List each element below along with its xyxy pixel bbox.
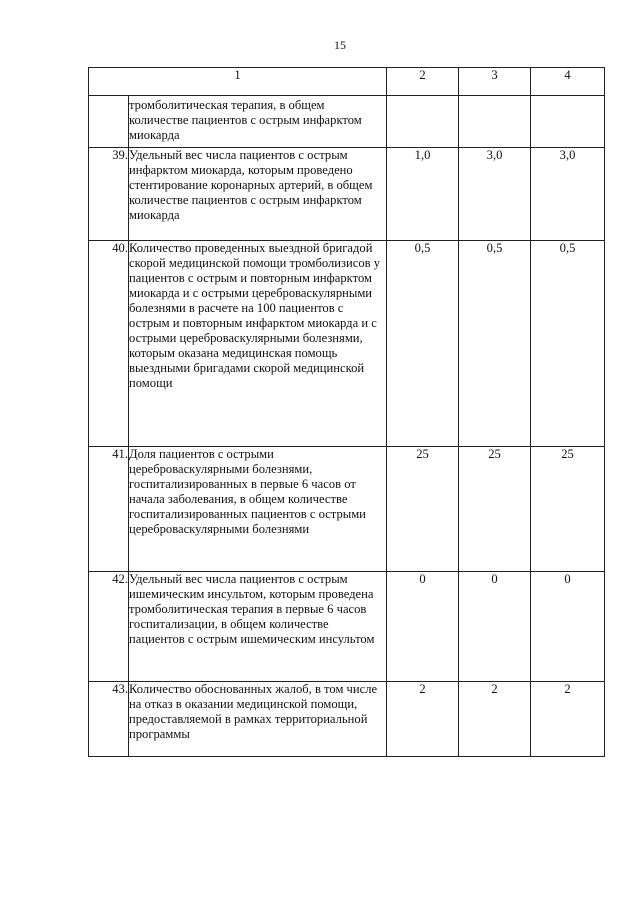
row-number: 42. [89, 572, 129, 682]
value-col-2: 0 [387, 572, 459, 682]
value-col-4: 25 [531, 447, 605, 572]
value-col-3: 0 [459, 572, 531, 682]
column-header-2: 2 [387, 68, 459, 96]
value-col-2 [387, 96, 459, 148]
column-header-1: 1 [89, 68, 387, 96]
indicator-name: Доля пациентов с острыми цереброваскулярными болезнями, госпитализированных в первые 6 часов от начала заболевания, в общем количестве госпитализированных пациентов с острыми цереброваскулярными болезнями [129, 447, 387, 572]
value-col-2: 1,0 [387, 148, 459, 241]
row-number [89, 96, 129, 148]
value-col-3: 2 [459, 682, 531, 757]
value-col-4 [531, 96, 605, 148]
value-col-4: 0 [531, 572, 605, 682]
value-col-2: 2 [387, 682, 459, 757]
value-col-3: 25 [459, 447, 531, 572]
indicator-name: Количество проведенных выездной бригадой скорой медицинской помощи тромболизисов у пациентов с острым и повторным инфарктом миокарда и с острыми цереброваскулярными болезнями в расчете на 100 пациентов с острым и повторным инфарктом миокарда и с острыми цереброваскулярными болезнями, которым оказана медицинская помощь выездными бригадами скорой медицинской помощи [129, 241, 387, 447]
indicator-name: Удельный вес числа пациентов с острым инфарктом миокарда, которым проведено стентирование коронарных артерий, в общем количестве пациентов с острым инфарктом миокарда [129, 148, 387, 241]
value-col-2: 0,5 [387, 241, 459, 447]
indicator-name: Удельный вес числа пациентов с острым ишемическим инсультом, которым проведена тромболитическая терапия в первые 6 часов госпитализации, в общем количестве пациентов с острым ишемическим инсультом [129, 572, 387, 682]
column-header-4: 4 [531, 68, 605, 96]
value-col-3: 3,0 [459, 148, 531, 241]
row-number: 43. [89, 682, 129, 757]
table-header-row [89, 68, 605, 96]
column-header-3: 3 [459, 68, 531, 96]
value-col-3: 0,5 [459, 241, 531, 447]
value-col-3 [459, 96, 531, 148]
table-row [89, 148, 605, 241]
row-number: 41. [89, 447, 129, 572]
table-row [89, 572, 605, 682]
indicator-name: Количество обоснованных жалоб, в том числе на отказ в оказании медицинской помощи, предоставляемой в рамках территориальной программы [129, 682, 387, 757]
value-col-4: 3,0 [531, 148, 605, 241]
value-col-4: 0,5 [531, 241, 605, 447]
row-number: 40. [89, 241, 129, 447]
indicator-name: тромболитическая терапия, в общем количестве пациентов с острым инфарктом миокарда [129, 96, 387, 148]
row-number: 39. [89, 148, 129, 241]
value-col-2: 25 [387, 447, 459, 572]
table-row [89, 96, 605, 148]
page-number: 15 [334, 38, 346, 52]
table-row [89, 241, 605, 447]
table-row [89, 447, 605, 572]
indicators-table [88, 67, 605, 757]
table-row [89, 682, 605, 757]
value-col-4: 2 [531, 682, 605, 757]
